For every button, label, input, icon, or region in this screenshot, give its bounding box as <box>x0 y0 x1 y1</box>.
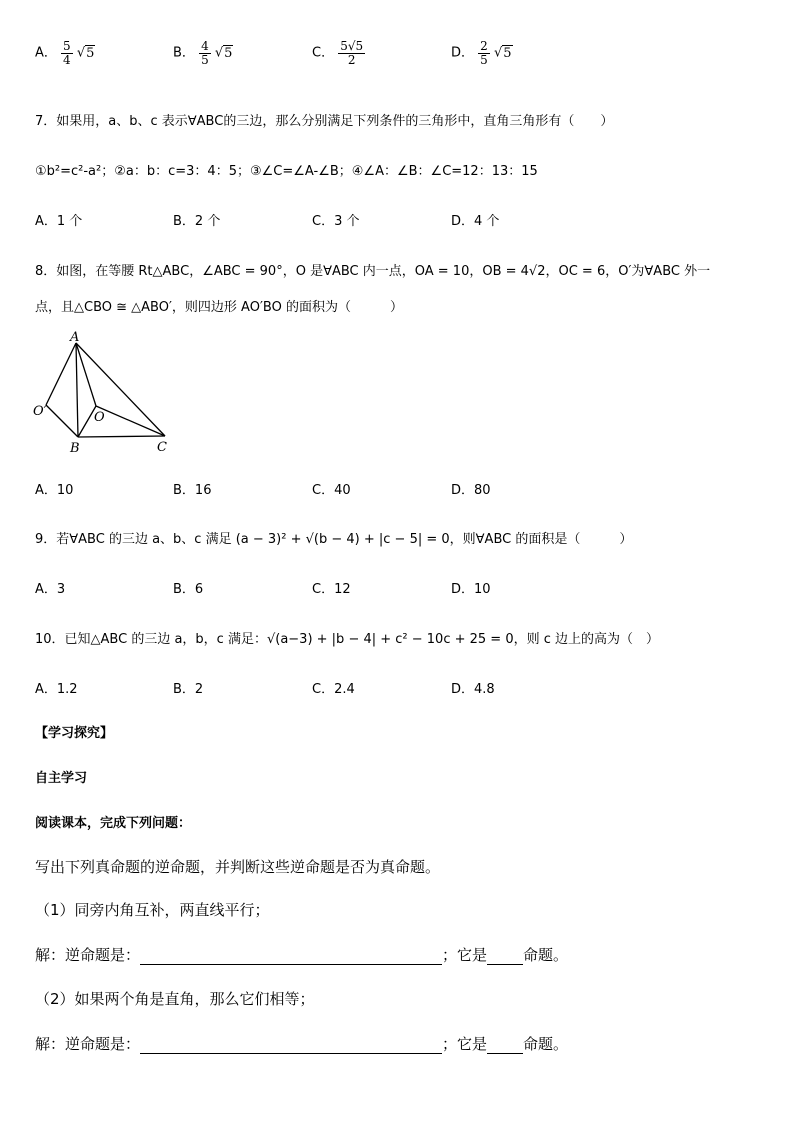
answer-2-mid: ；它是 <box>442 1035 488 1053</box>
q7-conditions: ①b²=c²-a²；②a：b：c=3：4：5；③∠C=∠A-∠B；④∠A：∠B：∠C=12：13：15 <box>35 164 538 179</box>
q9-stem: 9．若∀ABC 的三边 a、b、c 满足 (a − 3)² + √(b − 4) + |c − 5| = 0，则∀ABC 的面积是（ ） <box>35 532 633 547</box>
answer-1-mid: ；它是 <box>442 946 488 964</box>
label-c: C <box>157 440 167 455</box>
q7-option-b: B．2 个 <box>173 214 221 229</box>
q10-stem: 10．已知△ABC 的三边 a，b，c 满足：√(a−3) + |b − 4| + c² − 10c + 25 = 0，则 c 边上的高为（ ） <box>35 632 660 647</box>
q9-option-d: D．10 <box>451 582 491 597</box>
answer-line-2 <box>35 1033 568 1054</box>
q10-option-c: C．2.4 <box>312 682 355 697</box>
q10-option-d: D．4.8 <box>451 682 495 697</box>
q8-option-d: D．80 <box>451 483 491 498</box>
q7-option-c: C．3 个 <box>312 214 360 229</box>
item-1: （1）同旁内角互补，两直线平行； <box>35 901 270 919</box>
edge-bc <box>78 436 165 437</box>
q9-option-c: C．12 <box>312 582 351 597</box>
q8-geometry-figure <box>30 330 180 460</box>
answer-2-suffix: 命题。 <box>523 1035 569 1053</box>
q9-option-b: B．6 <box>173 582 204 597</box>
q6-option-b: B． $\frac{4}{5}$ √5 <box>173 39 233 67</box>
answer-1-prefix: 解：逆命题是： <box>35 946 141 964</box>
q6-option-a: A． $\frac{5}{4}$ √5 <box>35 39 95 67</box>
answer-2-prefix: 解：逆命题是： <box>35 1035 141 1053</box>
edge-ab <box>76 343 78 437</box>
edge-oc <box>96 406 165 436</box>
q9-option-a: A．3 <box>35 582 66 597</box>
q6-option-d: D． $\frac{2}{5}$ √5 <box>451 39 512 67</box>
label-a: A <box>70 330 80 345</box>
q10-option-a: A．1.2 <box>35 682 78 697</box>
section-task: 写出下列真命题的逆命题，并判断这些逆命题是否为真命题。 <box>35 858 441 876</box>
label-o-prime: O′ <box>33 404 47 419</box>
q7-option-a: A．1 个 <box>35 214 83 229</box>
q7-stem: 7．如果用，a、b、c 表示∀ABC的三边，那么分别满足下列条件的三角形中，直角三角形有（ ） <box>35 114 614 129</box>
item-2: （2）如果两个角是直角，那么它们相等； <box>35 990 315 1008</box>
answer-1-converse-blank[interactable] <box>140 950 442 965</box>
answer-line-1 <box>35 944 568 965</box>
label-o: O <box>94 410 105 425</box>
answer-2-converse-blank[interactable] <box>140 1039 442 1054</box>
edge-ao <box>76 343 96 406</box>
q8-option-c: C．40 <box>312 483 351 498</box>
section-subheading: 自主学习 <box>35 771 88 786</box>
q8-option-b: B．16 <box>173 483 212 498</box>
q10-option-b: B．2 <box>173 682 204 697</box>
edge-ac <box>76 343 165 436</box>
q8-option-a: A．10 <box>35 483 74 498</box>
q6-option-c: C． $\frac{5√5}{2}$ <box>312 39 364 67</box>
answer-2-truth-blank[interactable] <box>487 1039 523 1054</box>
q8-stem-line1: 8．如图，在等腰 Rt△ABC，∠ABC = 90°，O 是∀ABC 内一点，OA = 10，OB = 4√2，OC = 6，O′为∀ABC 外一 <box>35 264 711 279</box>
answer-1-truth-blank[interactable] <box>487 950 523 965</box>
answer-1-suffix: 命题。 <box>523 946 569 964</box>
section-instruction: 阅读课本，完成下列问题： <box>35 816 192 831</box>
section-heading: 【学习探究】 <box>35 726 114 741</box>
q8-stem-line2: 点，且△CBO ≅ △ABO′，则四边形 AO′BO 的面积为（ ） <box>35 300 403 315</box>
edge-ao-prime <box>46 343 76 405</box>
label-b: B <box>70 441 80 456</box>
q7-option-d: D．4 个 <box>451 214 500 229</box>
edge-o-prime-b <box>46 405 78 437</box>
